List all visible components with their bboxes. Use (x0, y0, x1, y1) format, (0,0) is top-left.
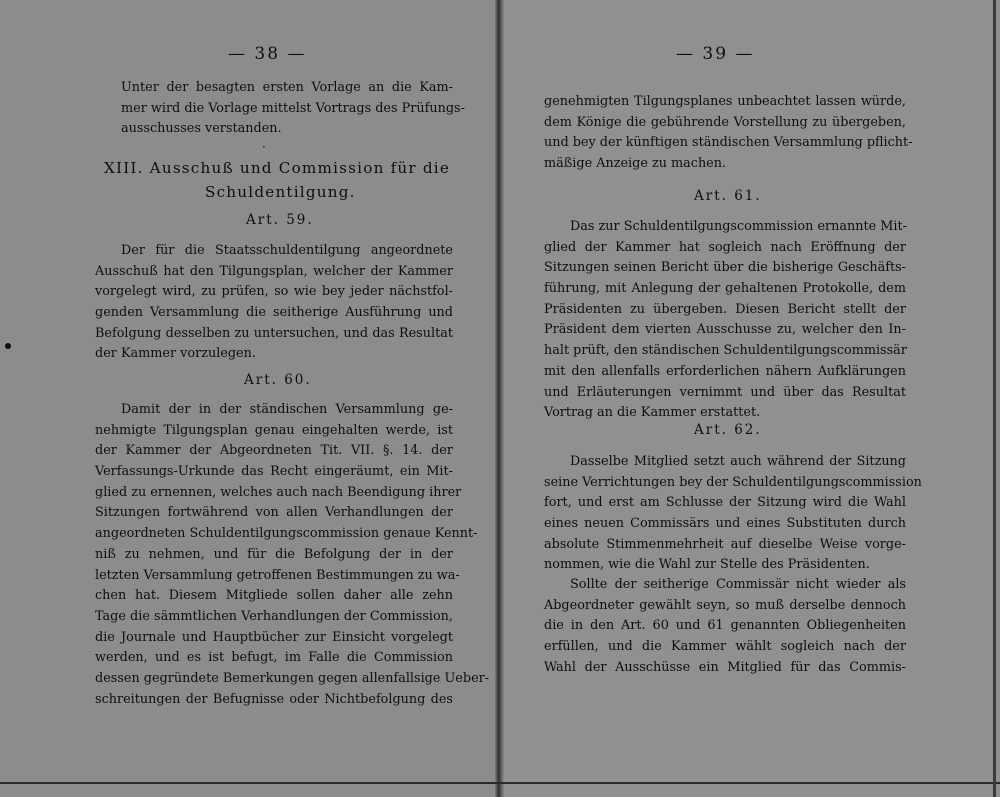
continuation-paragraph (544, 92, 913, 175)
text-line: letzten Versammlung getroffenen Bestimmungen zu wa- (95, 567, 460, 583)
article-62-text-continued (544, 575, 906, 678)
text-line: Der für die Staatsschuldentilgung angeordnete (121, 243, 453, 258)
article-62-text (544, 452, 922, 576)
text-line: absolute Stimmenmehrheit auf dieselbe Weise vorge- (544, 536, 906, 552)
text-line: schreitungen der Befugnisse oder Nichtbefolgung des (95, 691, 453, 707)
text-line: angeordneten Schuldentilgungscommission genaue Kennt- (95, 526, 478, 542)
intro-paragraph (121, 78, 465, 140)
page-number-right: — 39 — (676, 44, 755, 64)
text-line: mäßige Anzeige zu machen. (544, 156, 727, 172)
left-page (0, 0, 497, 797)
right-page (502, 0, 1000, 797)
text-line: nommen, wie die Wahl zur Stelle des Präsidenten. (544, 557, 870, 573)
article-59-label: Art. 59. (246, 212, 314, 228)
text-line: fort, und erst am Schlusse der Sitzung wird die Wahl (544, 495, 906, 511)
article-60-label: Art. 60. (244, 372, 312, 388)
text-line: Damit der in der ständischen Versammlung ge- (121, 402, 453, 417)
text-line: und Erläuterungen vernimmt und über das Resultat (544, 384, 906, 400)
text-line: die in den Art. 60 und 61 genannten Obliegenheiten (544, 618, 906, 634)
text-line: Präsidenten zu übergeben. Diesen Bericht stellt der (544, 301, 906, 317)
text-line: niß zu nehmen, und für die Befolgung der in der (95, 546, 453, 562)
text-line: werden, und es ist befugt, im Falle die Commission (95, 650, 453, 666)
page-right-edge (993, 0, 996, 797)
text-line: glied der Kammer hat sogleich nach Eröffnung der (544, 239, 906, 255)
section-heading-line-1: XIII. Ausschuß und Commission für die (104, 159, 451, 177)
text-line: Das zur Schuldentilgungscommission ernannte Mit- (570, 219, 907, 234)
article-62-label: Art. 62. (694, 422, 762, 438)
text-line: mer wird die Vorlage mittelst Vortrags des Prüfungs- (121, 100, 465, 116)
text-line: führung, mit Anlegung der gehaltenen Protokolle, dem (544, 281, 906, 297)
page-bottom-edge (0, 782, 1000, 784)
page-number-left: — 38 — (228, 44, 307, 64)
text-line: Verfassungs-Urkunde das Recht eingeräumt, ein Mit- (95, 464, 453, 480)
text-line: chen hat. Diesem Mitgliede sollen daher alle zehn (95, 588, 453, 604)
text-line: Ausschuß hat den Tilgungsplan, welcher der Kammer (95, 263, 453, 279)
text-line: eines neuen Commissärs und eines Substituten durch (544, 516, 906, 532)
text-line: mit den allenfalls erforderlichen nähern Aufklärungen (544, 363, 906, 379)
article-61-text (544, 217, 906, 424)
text-line: Präsident dem vierten Ausschusse zu, welcher den In- (544, 322, 906, 338)
binding-hole-mark (5, 343, 11, 349)
text-line: der Kammer der Abgeordneten Tit. VII. §. 14. der (95, 443, 453, 459)
ornament-dot: · (262, 140, 266, 154)
article-59-text (95, 241, 453, 365)
article-61-label: Art. 61. (694, 188, 762, 204)
text-line: Sitzungen seinen Bericht über die bisherige Geschäfts- (544, 260, 906, 276)
text-line: Wahl der Ausschüsse ein Mitglied für das Commis- (544, 659, 906, 675)
text-line: und bey der künftigen ständischen Versammlung pflicht- (544, 135, 913, 151)
text-line: Dasselbe Mitglied setzt auch während der Sitzung (570, 454, 906, 469)
text-line: glied zu ernennen, welches auch nach Beendigung ihrer (95, 484, 462, 500)
text-line: Abgeordneter gewählt seyn, so muß derselbe dennoch (544, 597, 906, 613)
text-line: Unter der besagten ersten Vorlage an die Kam- (121, 80, 453, 95)
text-line: halt prüft, den ständischen Schuldentilgungscommissär (544, 343, 907, 359)
text-line: vorgelegt wird, zu prüfen, so wie bey jeder nächstfol- (95, 284, 453, 300)
text-line: Sollte der seitherige Commissär nicht wieder als (570, 577, 906, 592)
text-line: der Kammer vorzulegen. (95, 346, 256, 362)
text-line: die Journale und Hauptbücher zur Einsicht vorgelegt (95, 629, 453, 645)
text-line: Vortrag an die Kammer erstattet. (544, 405, 761, 421)
text-line: seine Verrichtungen bey der Schuldentilgungscommission (544, 474, 922, 490)
book-gutter (495, 0, 504, 797)
text-line: dessen gegründete Bemerkungen gegen allenfallsige Ueber- (95, 670, 490, 686)
text-line: Sitzungen fortwährend von allen Verhandlungen der (95, 505, 453, 521)
article-60-text (95, 400, 490, 710)
text-line: Tage die sämmtlichen Verhandlungen der Commission, (95, 608, 453, 624)
text-line: erfüllen, und die Kammer wählt sogleich nach der (544, 639, 906, 655)
text-line: dem Könige die gebührende Vorstellung zu übergeben, (544, 114, 906, 130)
section-heading-line-2: Schuldentilgung. (205, 183, 356, 201)
text-line: genehmigten Tilgungsplanes unbeachtet lassen würde, (544, 94, 906, 109)
text-line: nehmigte Tilgungsplan genau eingehalten werde, ist (95, 422, 453, 438)
text-line: genden Versammlung die seitherige Ausführung und (95, 305, 453, 321)
text-line: ausschusses verstanden. (121, 121, 282, 137)
text-line: Befolgung desselben zu untersuchen, und das Resultat (95, 325, 453, 341)
